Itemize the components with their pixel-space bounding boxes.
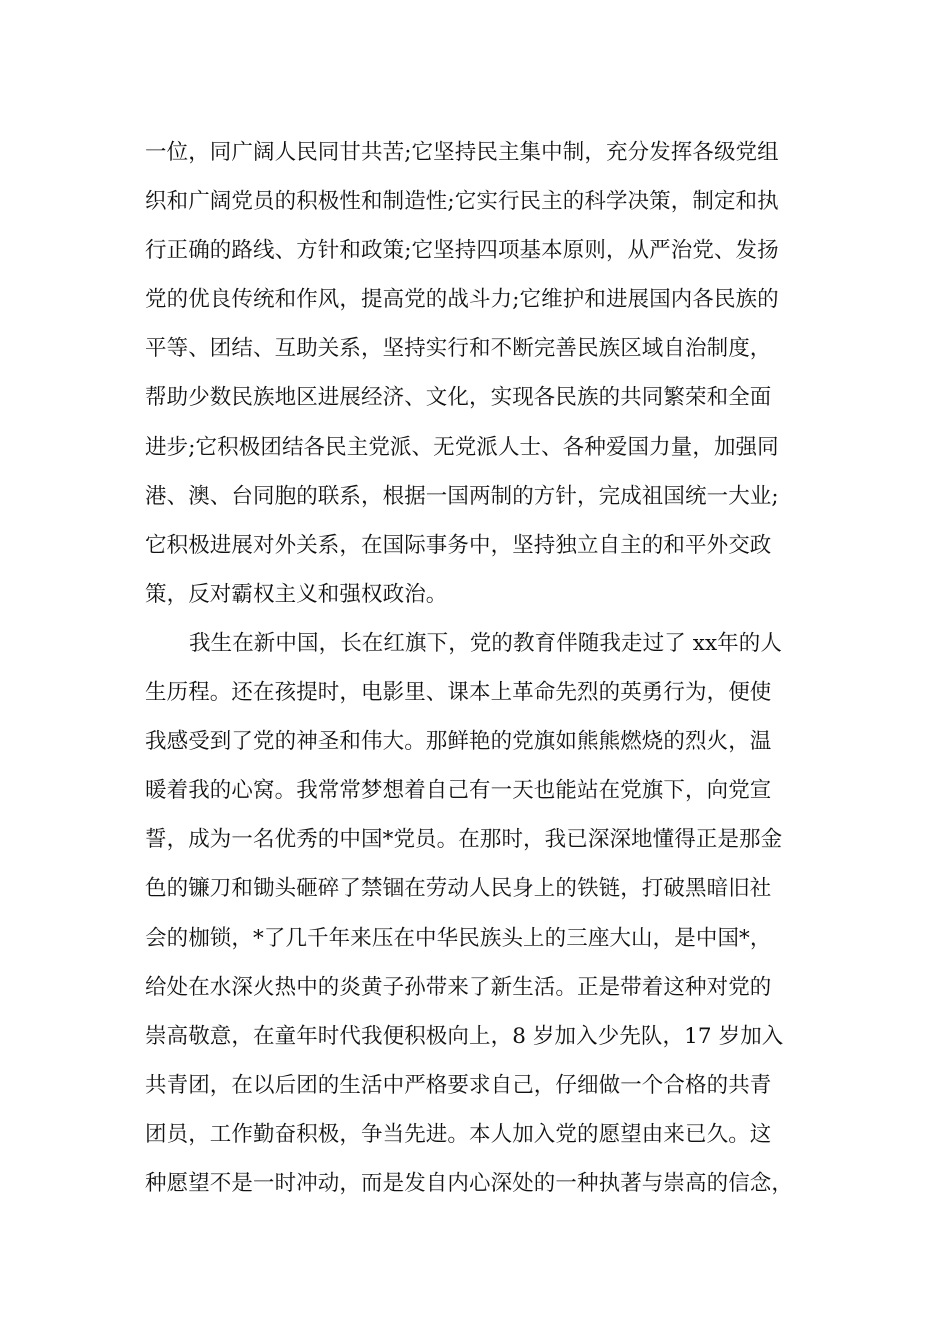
text-line: 色的镰刀和锄头砸碎了禁锢在劳动人民身上的铁链，打破黑暗旧社 — [145, 876, 772, 902]
text-line: 我生在新中国，长在红旗下，党的教育伴随我走过了 xx年的人 — [189, 630, 782, 656]
text-line: 团员，工作勤奋积极，争当先进。本人加入党的愿望由来已久。这 — [145, 1121, 772, 1147]
text-line: 种愿望不是一时冲动，而是发自内心深处的一种执著与崇高的信念， — [145, 1170, 794, 1196]
text-line: 平等、团结、互助关系，坚持实行和不断完善民族区域自治制度， — [145, 336, 772, 362]
text-line: 誓，成为一名优秀的中国*党员。在那时，我已深深地懂得正是那金 — [145, 827, 783, 853]
paragraph-1 — [145, 128, 835, 619]
paragraph-2 — [145, 619, 835, 1208]
text-line: 共青团，在以后团的生活中严格要求自己，仔细做一个合格的共青 — [145, 1072, 772, 1098]
document-body — [145, 128, 835, 1208]
text-line: 行正确的路线、方针和政策;它坚持四项基本原则，从严治党、发扬 — [145, 238, 779, 264]
text-line: 它积极进展对外关系，在国际事务中，坚持独立自主的和平外交政 — [145, 532, 772, 558]
text-line: 党的优良传统和作风，提高党的战斗力;它维护和进展国内各民族的 — [145, 287, 779, 313]
text-line: 进步;它积极团结各民主党派、无党派人士、各种爱国力量，加强同 — [145, 434, 779, 460]
text-line: 生历程。还在孩提时，电影里、课本上革命先烈的英勇行为，便使 — [145, 680, 772, 706]
text-line: 会的枷锁，*了几千年来压在中华民族头上的三座大山，是中国*， — [145, 925, 772, 951]
text-line: 崇高敬意，在童年时代我便积极向上，8 岁加入少先队，17 岁加入 — [145, 1023, 784, 1049]
text-line: 策，反对霸权主义和强权政治。 — [145, 581, 448, 607]
text-line: 港、澳、台同胞的联系，根据一国两制的方针，完成祖国统一大业; — [145, 483, 779, 509]
text-line: 帮助少数民族地区进展经济、文化，实现各民族的共同繁荣和全面 — [145, 385, 772, 411]
text-line: 一位，同广阔人民同甘共苦;它坚持民主集中制，充分发挥各级党组 — [145, 140, 779, 165]
text-line: 给处在水深火热中的炎黄子孙带来了新生活。正是带着这种对党的 — [145, 974, 772, 1000]
text-line: 我感受到了党的神圣和伟大。那鲜艳的党旗如熊熊燃烧的烈火，温 — [145, 729, 772, 755]
text-line: 暖着我的心窝。我常常梦想着自己有一天也能站在党旗下，向党宣 — [145, 778, 772, 804]
text-line: 织和广阔党员的积极性和制造性;它实行民主的科学决策，制定和执 — [145, 189, 779, 215]
